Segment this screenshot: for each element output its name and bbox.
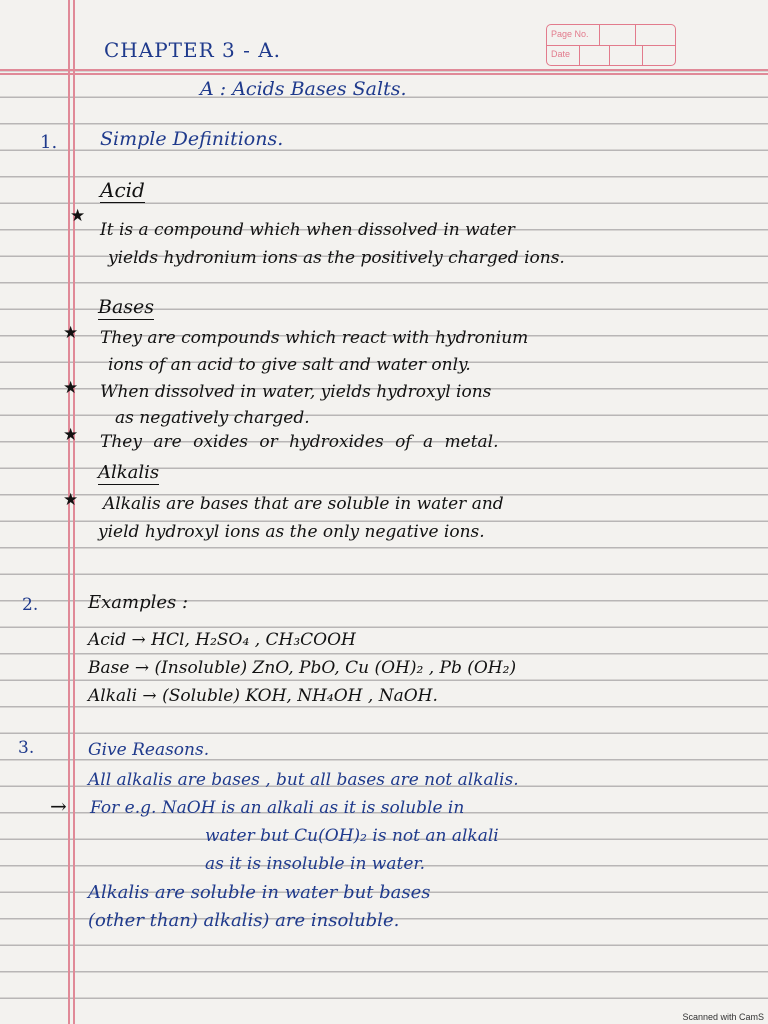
bases-line-4: as negatively charged. [115,408,310,428]
reason-line-3: as it is insoluble in water. [205,854,426,874]
reason-line-5: (other than) alkalis) are insoluble. [88,910,400,931]
star-icon: ★ [63,378,79,398]
example-base: Base → (Insoluble) ZnO, PbO, Cu (OH)₂ , Pb (OH₂) [88,658,517,678]
header-rule-inner [0,73,768,75]
bases-line-5: They are oxides or hydroxides of a metal. [100,432,499,452]
bases-line-2: ions of an acid to give salt and water only. [108,355,471,375]
margin-line-left-inner [73,0,75,1024]
bases-heading: Bases [98,296,155,318]
reason-statement: All alkalis are bases , but all bases are not alkalis. [88,770,519,790]
arrow-right-icon: → [50,794,67,818]
star-icon: ★ [63,425,79,445]
reason-line-2: water but Cu(OH)₂ is not an alkali [205,826,499,846]
chapter-subtitle: A : Acids Bases Salts. [200,78,407,100]
acid-line-2: yields hydronium ions as the positively charged ions. [108,248,565,268]
star-icon: ★ [63,490,79,510]
star-icon: ★ [63,323,79,343]
header-rule [0,69,768,71]
reason-line-1: For e.g. NaOH is an alkali as it is soluble in [90,798,465,818]
reason-line-4: Alkalis are soluble in water but bases [88,882,431,903]
section-1-heading: Simple Definitions. [100,128,284,150]
acid-line-1: It is a compound which when dissolved in water [100,220,515,240]
date-label: Date [551,49,571,59]
section-3-heading: Give Reasons. [88,740,210,760]
section-3-number: 3. [18,738,35,758]
alkalis-line-2: yield hydroxyl ions as the only negative ions. [98,522,485,542]
scanner-watermark: Scanned with CamS [682,1012,764,1022]
alkalis-line-1: Alkalis are bases that are soluble in water and [103,494,504,514]
chapter-title: CHAPTER 3 - A. [104,38,281,62]
example-alkali: Alkali → (Soluble) KOH, NH₄OH , NaOH. [88,686,438,706]
example-acid: Acid → HCl, H₂SO₄ , CH₃COOH [88,630,356,650]
page-number-box [546,24,676,66]
alkalis-heading: Alkalis [98,462,160,483]
acid-heading: Acid [100,178,145,202]
star-icon: ★ [70,206,86,226]
section-2-heading: Examples : [88,592,189,613]
section-2-number: 2. [22,595,39,615]
section-1-number: 1. [40,132,58,153]
page-no-label: Page No. [551,29,589,39]
margin-line-left [68,0,70,1024]
bases-line-1: They are compounds which react with hydronium [100,328,529,348]
bases-line-3: When dissolved in water, yields hydroxyl ions [100,382,492,402]
